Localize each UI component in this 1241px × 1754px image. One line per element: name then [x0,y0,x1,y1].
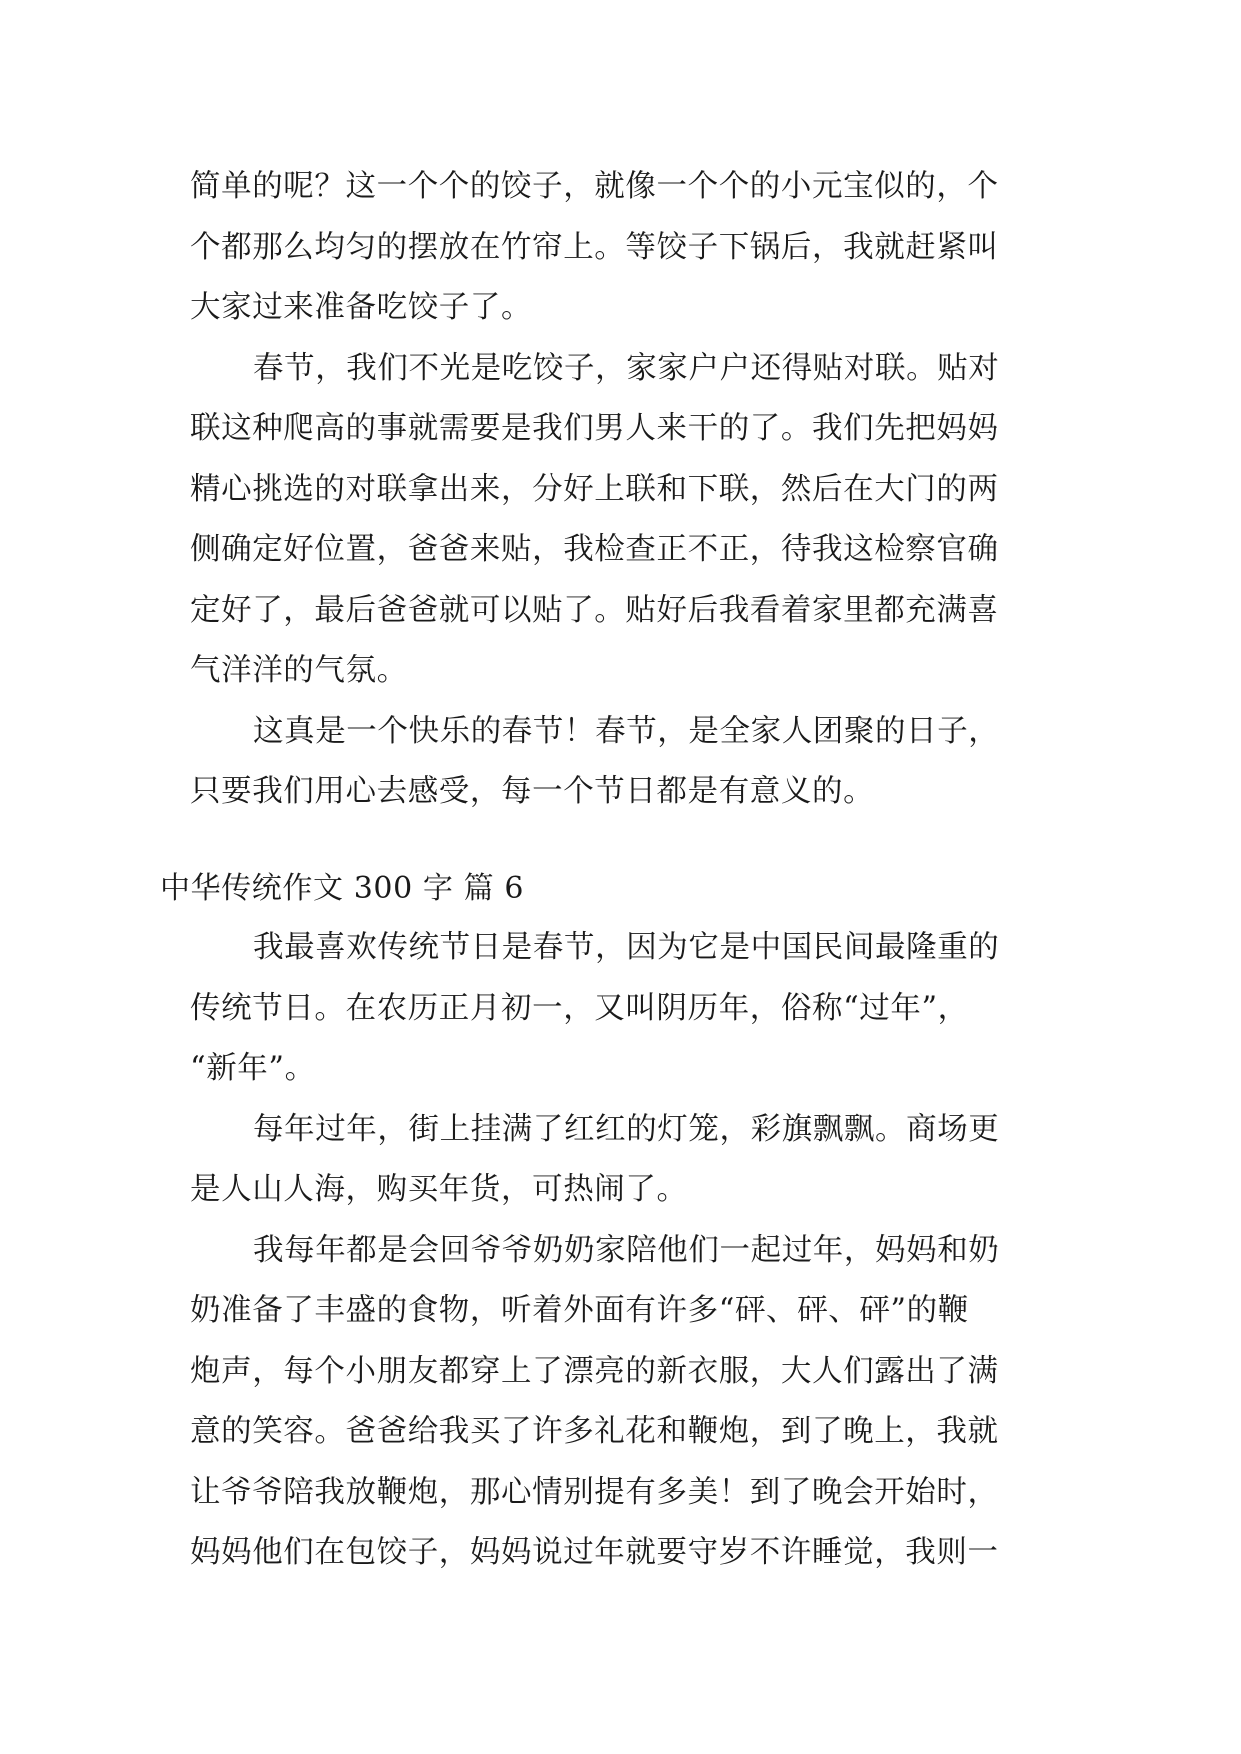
section-heading: 中华传统作文 300 字 篇 6 [160,871,525,906]
text-line: “新年”。 [190,1051,316,1086]
text-line: 气洋洋的气氛。 [190,653,408,688]
text-line: 我最喜欢传统节日是春节，因为它是中国民间最隆重的 [253,930,1000,965]
text-line: 奶准备了丰盛的食物，听着外面有许多“砰、砰、砰”的鞭 [190,1293,969,1328]
text-line: 妈妈他们在包饺子，妈妈说过年就要守岁不许睡觉，我则一 [190,1535,999,1570]
text-line: 简单的呢？这一个个的饺子，就像一个个的小元宝似的，个 [190,169,999,204]
text-line: 大家过来准备吃饺子了。 [190,290,533,325]
text-line: 我每年都是会回爷爷奶奶家陪他们一起过年，妈妈和奶 [253,1233,1000,1268]
text-line: 侧确定好位置，爸爸来贴，我检查正不正，待我这检察官确 [190,532,999,567]
text-line: 每年过年，街上挂满了红红的灯笼，彩旗飘飘。商场更 [253,1112,1000,1147]
text-line: 传统节日。在农历正月初一，又叫阴历年，俗称“过年”， [190,991,969,1026]
text-line: 这真是一个快乐的春节！春节，是全家人团聚的日子， [253,714,1000,749]
text-line: 联这种爬高的事就需要是我们男人来干的了。我们先把妈妈 [190,411,999,446]
text-line: 让爷爷陪我放鞭炮，那心情别提有多美！到了晚会开始时， [190,1475,999,1510]
text-line: 个都那么均匀的摆放在竹帘上。等饺子下锅后，我就赶紧叫 [190,230,999,265]
text-line: 春节，我们不光是吃饺子，家家户户还得贴对联。贴对 [253,351,1000,386]
text-line: 精心挑选的对联拿出来，分好上联和下联，然后在大门的两 [190,472,999,507]
text-line: 定好了，最后爸爸就可以贴了。贴好后我看着家里都充满喜 [190,593,999,628]
text-line: 意的笑容。爸爸给我买了许多礼花和鞭炮，到了晚上，我就 [190,1414,999,1449]
text-line: 是人山人海，购买年货，可热闹了。 [190,1172,688,1207]
text-line: 只要我们用心去感受，每一个节日都是有意义的。 [190,774,875,809]
text-line: 炮声，每个小朋友都穿上了漂亮的新衣服，大人们露出了满 [190,1354,999,1389]
